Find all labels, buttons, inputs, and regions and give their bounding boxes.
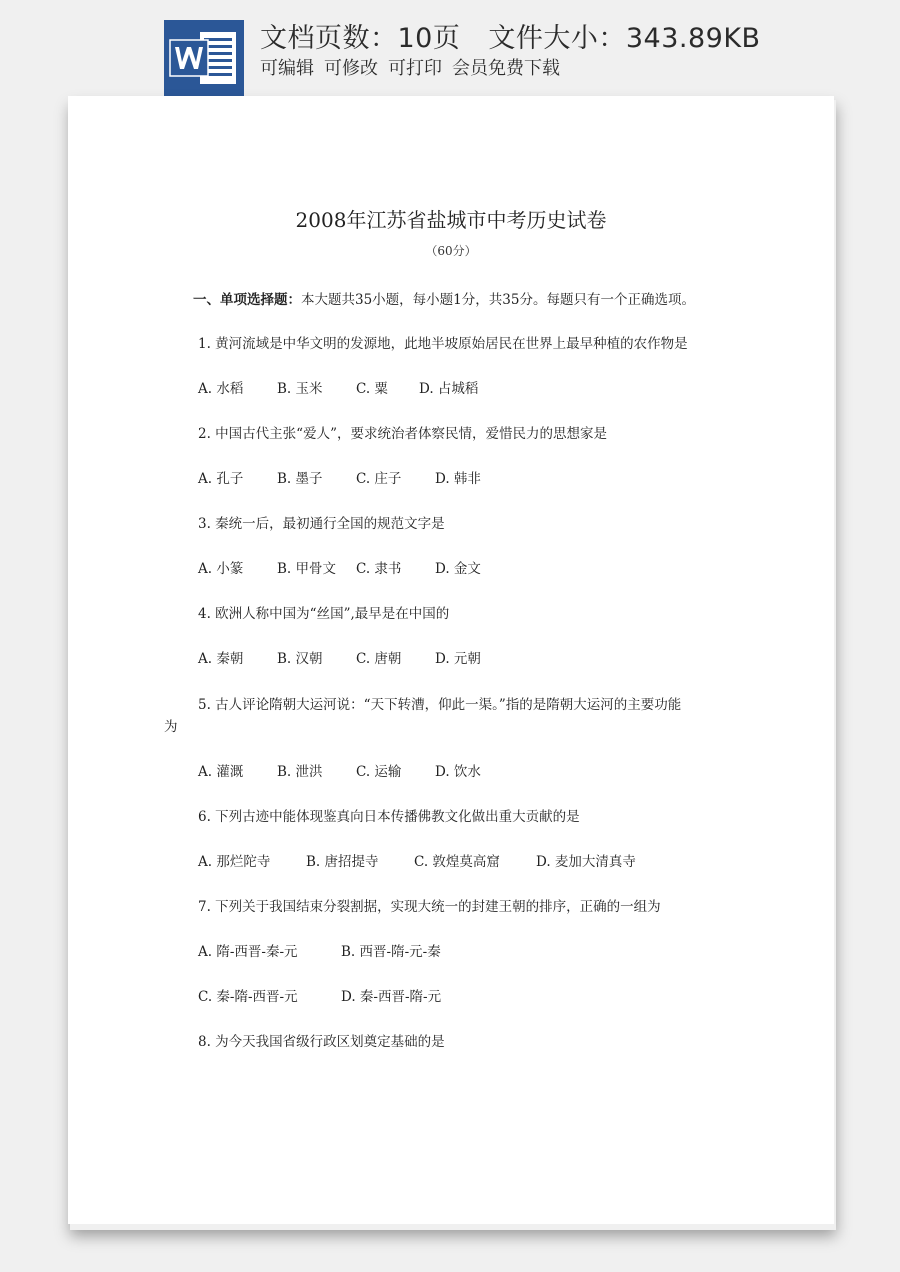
word-document-icon xyxy=(164,20,244,96)
option-a: A. 那烂陀寺 xyxy=(198,854,271,870)
option-a: A. 水稻 xyxy=(198,381,244,397)
question-4-options xyxy=(198,647,481,667)
option-b: B. 唐招提寺 xyxy=(306,854,379,870)
question-3-options xyxy=(198,557,481,577)
question-7: 7. 下列关于我国结束分裂割据，实现大统一的封建王朝的排序，正确的一组为 xyxy=(198,899,661,915)
option-b: B. 汉朝 xyxy=(277,651,323,667)
option-c: C. 运输 xyxy=(356,764,402,780)
document-page xyxy=(68,96,834,1224)
option-b: B. 墨子 xyxy=(277,471,323,487)
banner-features xyxy=(260,54,570,80)
option-c: C. 秦-隋-西晋-元 xyxy=(198,989,298,1005)
question-6: 6. 下列古迹中能体现鉴真向日本传播佛教文化做出重大贡献的是 xyxy=(198,809,580,825)
option-c: C. 庄子 xyxy=(356,471,402,487)
option-a: A. 孔子 xyxy=(198,471,244,487)
option-a: A. 秦朝 xyxy=(198,651,244,667)
option-d: D. 金文 xyxy=(435,561,481,577)
question-5: 5. 古人评论隋朝大运河说：“天下转漕，仰此一渠。”指的是隋朝大运河的主要功能 xyxy=(198,697,682,713)
option-b: B. 玉米 xyxy=(277,381,323,397)
option-d: D. 麦加大清真寺 xyxy=(536,854,636,870)
question-6-options xyxy=(198,850,636,870)
download-banner xyxy=(0,0,900,100)
option-d: D. 秦-西晋-隋-元 xyxy=(341,989,442,1005)
question-7-options-row-1 xyxy=(198,940,441,960)
option-a: A. 小篆 xyxy=(198,561,244,577)
option-c: C. 唐朝 xyxy=(356,651,402,667)
question-1: 1. 黄河流域是中华文明的发源地，此地半坡原始居民在世界上最早种植的农作物是 xyxy=(198,336,688,352)
question-3: 3. 秦统一后，最初通行全国的规范文字是 xyxy=(198,516,445,532)
option-d: D. 韩非 xyxy=(435,471,481,487)
question-7-options-row-2 xyxy=(198,985,441,1005)
section-heading xyxy=(193,288,695,308)
banner-file-info xyxy=(260,16,761,55)
page-subtitle: （60分） xyxy=(425,244,477,258)
pages-count: 文档页数：10页 xyxy=(260,23,461,54)
feature-modifiable: 可修改 xyxy=(324,58,378,79)
option-d: D. 饮水 xyxy=(435,764,481,780)
feature-free-download: 会员免费下载 xyxy=(452,58,560,79)
question-1-options xyxy=(198,377,478,397)
question-2: 2. 中国古代主张“爱人”，要求统治者体察民情，爱惜民力的思想家是 xyxy=(198,426,607,442)
option-c: C. 粟 xyxy=(356,381,388,397)
question-2-options xyxy=(198,467,481,487)
page-title: 2008年江苏省盐城市中考历史试卷 xyxy=(295,208,607,232)
question-5-continuation: 为 xyxy=(164,719,178,735)
question-4: 4. 欧洲人称中国为“丝国”,最早是在中国的 xyxy=(198,606,450,622)
option-b: B. 甲骨文 xyxy=(277,561,337,577)
question-5-options xyxy=(198,760,481,780)
option-d: D. 占城稻 xyxy=(419,381,479,397)
file-size: 文件大小：343.89KB xyxy=(488,23,761,54)
option-c: C. 隶书 xyxy=(356,561,402,577)
option-c: C. 敦煌莫高窟 xyxy=(414,854,500,870)
option-b: B. 泄洪 xyxy=(277,764,323,780)
section-title: 一、单项选择题： xyxy=(193,292,301,308)
option-a: A. 隋-西晋-秦-元 xyxy=(198,944,298,960)
option-a: A. 灌溉 xyxy=(198,764,244,780)
feature-editable: 可编辑 xyxy=(260,58,314,79)
option-d: D. 元朝 xyxy=(435,651,481,667)
question-8: 8. 为今天我国省级行政区划奠定基础的是 xyxy=(198,1034,445,1050)
section-description: 本大题共35小题，每小题1分，共35分。每题只有一个正确选项。 xyxy=(301,292,695,308)
feature-printable: 可打印 xyxy=(388,58,442,79)
option-b: B. 西晋-隋-元-秦 xyxy=(341,944,441,960)
